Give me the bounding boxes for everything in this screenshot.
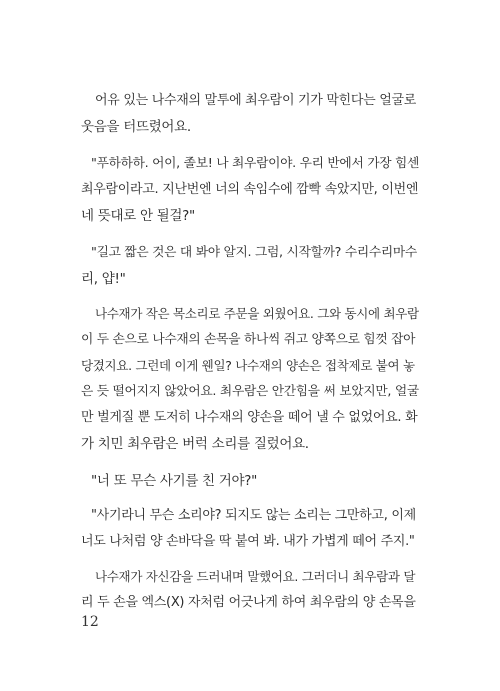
text-line: 만 벌게질 뿐 도저히 나수재의 양손을 떼어 낼 수 없었어요. 화 — [81, 410, 418, 425]
text-line: 너도 나처럼 양 손바닥을 딱 붙여 봐. 내가 가볍게 떼어 주지." — [81, 534, 415, 549]
text-line: 네 뜻대로 안 될걸?" — [81, 208, 195, 224]
page-number: 12 — [81, 614, 99, 630]
text-line: "너 또 무슨 사기를 친 거야?" — [91, 473, 258, 489]
text-line: 리, 얍!" — [81, 271, 126, 287]
text-line: 나수재가 작은 목소리로 주문을 외웠어요. 그와 동시에 최우람 — [95, 306, 419, 321]
text-line: 웃음을 터뜨렸어요. — [81, 119, 191, 135]
text-line: "푸하하하. 어이, 졸보! 나 최우람이야. 우리 반에서 가장 힘센 — [91, 156, 420, 171]
text-line: 이 두 손으로 나수재의 손목을 하나씩 쥐고 양쪽으로 힘껏 잡아 — [81, 332, 416, 347]
text-line: "길고 짧은 것은 대 봐야 알지. 그럼, 시작할까? 수리수리마수 — [91, 245, 417, 260]
text-line: 최우람이라고. 지난번엔 너의 속임수에 깜빡 속았지만, 이번엔 — [81, 182, 419, 197]
text-line: 나수재가 자신감을 드러내며 말했어요. 그러더니 최우람과 달 — [95, 569, 416, 584]
text-line: 리 두 손을 엑스(X) 자처럼 어긋나게 하여 최우람의 양 손목을 — [81, 595, 416, 610]
text-line: 당겼지요. 그런데 이게 웬일? 나수재의 양손은 접착제로 붙여 놓 — [81, 358, 415, 373]
text-line: 어유 있는 나수재의 말투에 최우람이 기가 막힌다는 얼굴로 — [95, 93, 417, 108]
text-line: 가 치민 최우람은 버럭 소리를 질렀어요. — [81, 436, 309, 452]
text-line: "사기라니 무슨 소리야? 되지도 않는 소리는 그만하고, 이제 — [91, 508, 416, 523]
text-line: 은 듯 떨어지지 않았어요. 최우람은 안간힘을 써 보았지만, 얼굴 — [81, 384, 419, 399]
